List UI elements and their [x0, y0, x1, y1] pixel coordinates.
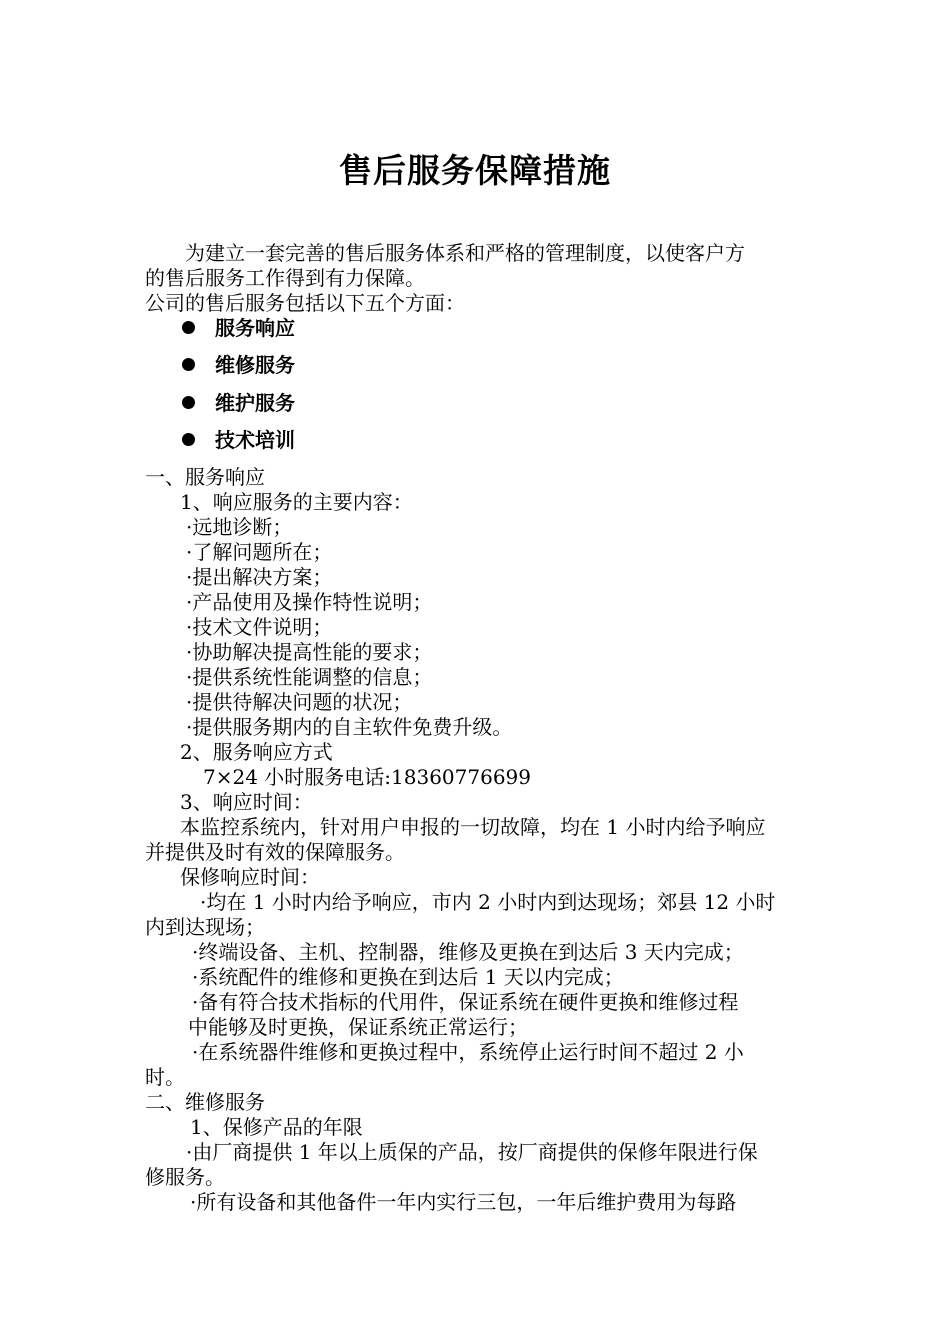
bullet-dot-icon — [182, 396, 195, 409]
list-item: ·提出解决方案； — [186, 565, 333, 589]
bullet-dot-icon — [182, 358, 195, 371]
list-item: 修服务。 — [145, 1165, 225, 1189]
list-item: ·远地诊断； — [186, 515, 293, 539]
paragraph-line: 并提供及时有效的保障服务。 — [145, 840, 405, 864]
subsection-heading: 保修响应时间： — [180, 865, 320, 889]
list-item: ·了解问题所在； — [186, 540, 333, 564]
list-item: ·产品使用及操作特性说明； — [186, 590, 433, 614]
service-phone: 7×24 小时服务电话:18360776699 — [203, 765, 531, 789]
list-item: 中能够及时更换，保证系统正常运行； — [188, 1015, 528, 1039]
intro-line: 为建立一套完善的售后服务体系和严格的管理制度，以使客户方 — [185, 241, 745, 265]
list-item: 内到达现场； — [145, 915, 265, 939]
page-title: 售后服务保障措施 — [339, 151, 611, 190]
list-item: ·提供服务期内的自主软件免费升级。 — [186, 715, 513, 739]
list-item: ·提供待解决问题的状况； — [186, 690, 413, 714]
aspect-list-item: 维护服务 — [182, 390, 295, 416]
list-item: 时。 — [145, 1065, 185, 1089]
bullet-dot-icon — [182, 433, 195, 446]
bullet-dot-icon — [182, 321, 195, 334]
subsection-heading: 1、响应服务的主要内容： — [180, 490, 413, 514]
subsection-heading: 2、服务响应方式 — [180, 740, 333, 764]
list-item: ·在系统器件维修和更换过程中，系统停止运行时间不超过 2 小 — [192, 1040, 744, 1064]
list-item: ·提供系统性能调整的信息； — [186, 665, 433, 689]
list-item: ·由厂商提供 1 年以上质保的产品，按厂商提供的保修年限进行保 — [186, 1140, 758, 1164]
list-item: ·均在 1 小时内给予响应，市内 2 小时内到达现场；郊县 12 小时 — [200, 890, 776, 914]
aspect-list-item: 服务响应 — [182, 315, 295, 341]
list-item: ·所有设备和其他备件一年内实行三包，一年后维护费用为每路 — [190, 1190, 737, 1214]
section-heading: 二、维修服务 — [145, 1090, 265, 1114]
aspect-list-item: 技术培训 — [182, 427, 295, 453]
list-item: ·终端设备、主机、控制器，维修及更换在到达后 3 天内完成； — [192, 940, 744, 964]
aspect-list-item: 维修服务 — [182, 352, 295, 378]
list-item: ·系统配件的维修和更换在到达后 1 天以内完成； — [192, 965, 624, 989]
intro-line: 公司的售后服务包括以下五个方面： — [145, 291, 465, 315]
list-item: ·技术文件说明； — [186, 615, 333, 639]
subsection-heading: 3、响应时间： — [180, 790, 313, 814]
intro-line: 的售后服务工作得到有力保障。 — [145, 266, 425, 290]
list-item: ·协助解决提高性能的要求； — [186, 640, 433, 664]
list-item: ·备有符合技术指标的代用件，保证系统在硬件更换和维修过程 — [192, 990, 739, 1014]
paragraph-line: 本监控系统内，针对用户申报的一切故障，均在 1 小时内给予响应 — [180, 815, 766, 839]
subsection-heading: 1、保修产品的年限 — [190, 1115, 363, 1139]
section-heading: 一、服务响应 — [145, 465, 265, 489]
